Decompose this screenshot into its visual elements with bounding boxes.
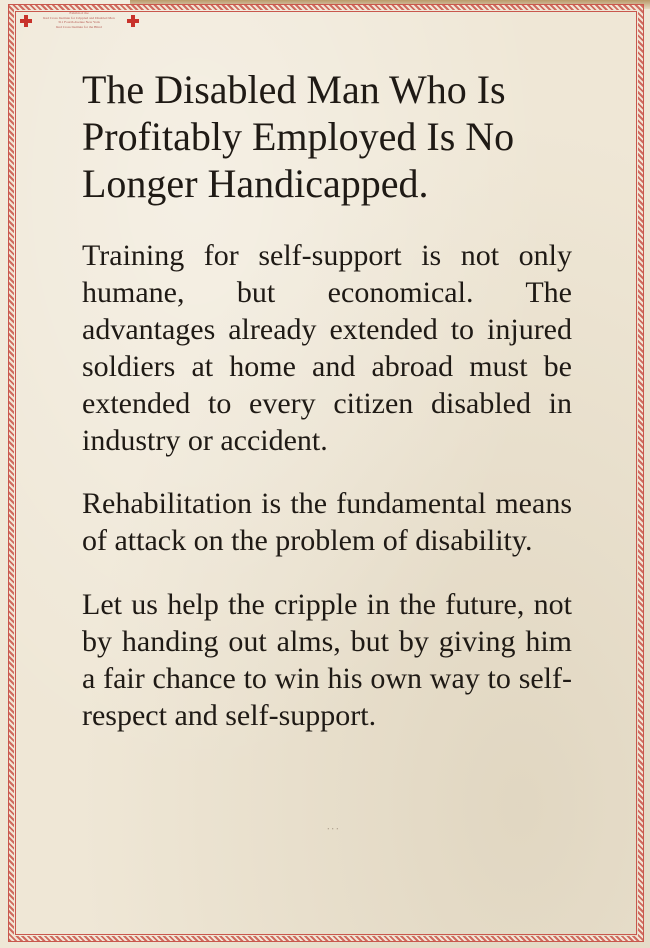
poster-content [82,66,572,734]
red-cross-icon [20,15,32,27]
paragraph-rehabilitation: Rehabilitation is the fundamental means of attack on the problem of disability. [82,487,572,557]
header-line: Red Cross Institute for the Blind [56,24,102,29]
institute-header-text [35,11,123,29]
paragraph-training: Training for self-support is not only humane, but economical. The advantages already extended to injured soldiers at home and abroad must be extended to every citizen disabled in industry or accident. [82,239,572,457]
printer-mark: ⋆ ⋆ ⋆ [326,826,339,831]
header-line: Exhibit of the [69,11,89,15]
paragraph-help: Let us help the cripple in the future, not by handing out alms, but by giving him a fair chance to win his own way to self-respect and self-support. [82,588,572,732]
red-cross-icon [127,15,139,27]
header-line: 311 Fourth Avenue New York [58,20,100,24]
header-line: Red Cross Institute for Crippled and Disabled Men [43,15,115,20]
poster-title: The Disabled Man Who Is Profitably Employed Is No Longer Handicapped. [82,67,515,206]
institute-header [18,9,148,33]
